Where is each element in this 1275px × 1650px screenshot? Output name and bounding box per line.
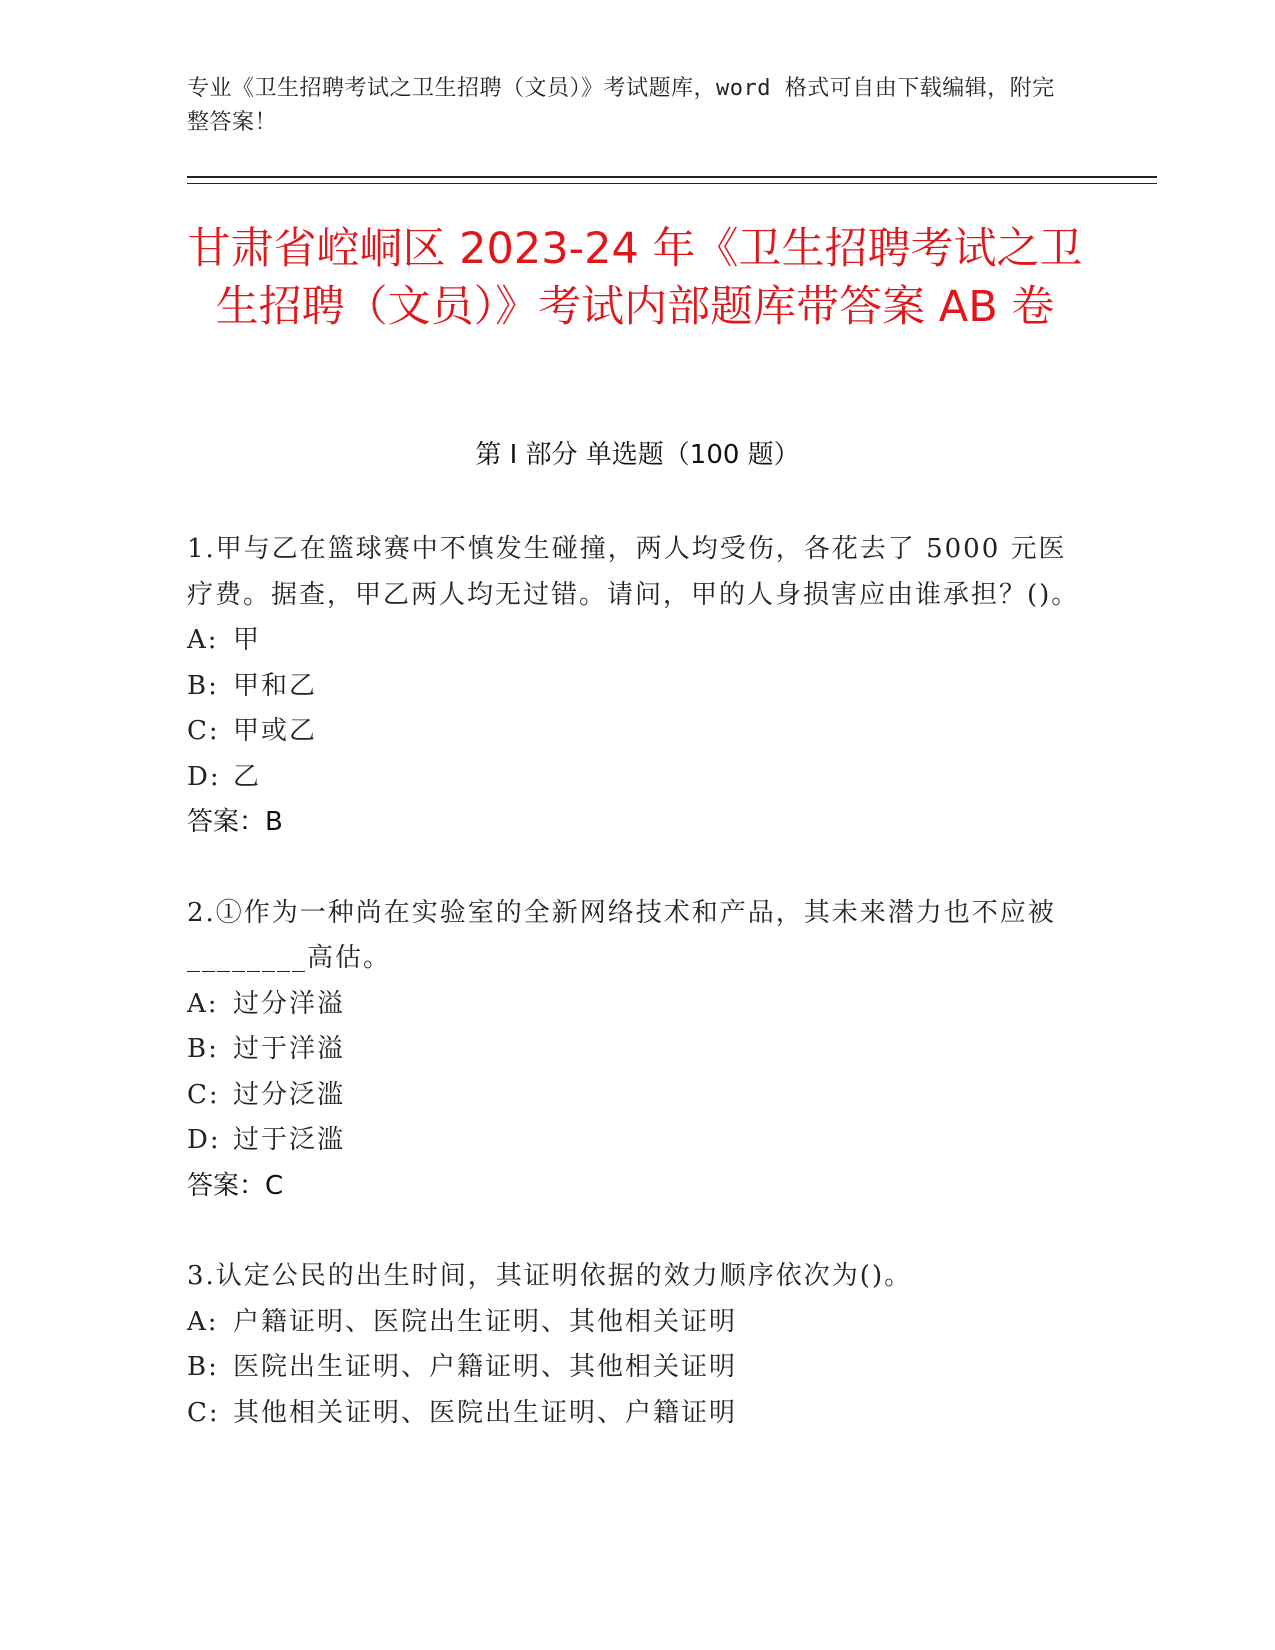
question-stem: 1.甲与乙在篮球赛中不慎发生碰撞，两人均受伤，各花去了 5000 元医疗费。据查，甲乙两人均无过错。请问，甲的人身损害应由谁承担？()。 <box>187 534 1080 610</box>
option-text: 甲或乙 <box>233 716 318 746</box>
option-d <box>187 755 1087 801</box>
section-title: 第 I 部分 单选题（100 题） <box>475 440 800 470</box>
question-3 <box>187 1254 1087 1436</box>
answer <box>187 800 1087 846</box>
option-a <box>187 1300 1087 1346</box>
option-b <box>187 1027 1087 1073</box>
option-b <box>187 1345 1087 1391</box>
option-text: 其他相关证明、医院出生证明、户籍证明 <box>233 1397 738 1428</box>
document-title: 甘肃省崆峒区 2023-24 年《卫生招聘考试之卫生招聘（文员）》考试内部题库带答案 AB 卷 <box>187 224 1083 332</box>
question-stem: 3.认定公民的出生时间，其证明依据的效力顺序依次为()。 <box>187 1261 913 1291</box>
option-letter: B: <box>187 1352 219 1382</box>
header-divider-thin <box>187 183 1157 184</box>
answer-value: C <box>265 1170 284 1201</box>
answer-label: 答案： <box>187 1170 266 1201</box>
option-letter: D: <box>187 1125 221 1155</box>
option-text: 医院出生证明、户籍证明、其他相关证明 <box>233 1352 738 1382</box>
option-a <box>187 982 1087 1028</box>
option-letter: D: <box>187 761 221 792</box>
header-note: 专业《卫生招聘考试之卫生招聘（文员）》考试题库，word 格式可自由下载编辑，附完整答案！ <box>187 76 1055 135</box>
option-text: 甲 <box>233 625 262 655</box>
option-c <box>187 709 1087 755</box>
option-letter: A: <box>187 988 219 1019</box>
option-text: 甲和乙 <box>233 670 318 701</box>
option-text: 过于洋溢 <box>233 1034 346 1064</box>
option-letter: A: <box>187 1306 219 1337</box>
option-text: 过分洋溢 <box>233 988 346 1019</box>
option-letter: C: <box>187 1397 220 1428</box>
option-b <box>187 664 1087 710</box>
option-c <box>187 1391 1087 1437</box>
question-1 <box>187 527 1087 846</box>
question-stem: 2.①作为一种尚在实验室的全新网络技术和产品，其未来潜力也不应被________高估。 <box>187 897 1056 973</box>
option-text: 户籍证明、医院出生证明、其他相关证明 <box>233 1306 738 1337</box>
option-letter: C: <box>187 716 220 746</box>
option-letter: B: <box>187 1034 219 1064</box>
question-2 <box>187 891 1087 1210</box>
option-text: 过分泛滥 <box>233 1079 346 1110</box>
answer-label: 答案： <box>187 807 266 837</box>
answer-value: B <box>265 807 283 837</box>
option-a <box>187 618 1087 664</box>
option-letter: C: <box>187 1079 220 1110</box>
answer <box>187 1164 1087 1210</box>
option-c <box>187 1073 1087 1119</box>
question-list <box>187 527 1087 1481</box>
option-text: 乙 <box>233 761 262 792</box>
header-divider <box>187 176 1157 178</box>
option-letter: A: <box>187 625 219 655</box>
option-letter: B: <box>187 670 219 701</box>
option-d <box>187 1118 1087 1164</box>
option-text: 过于泛滥 <box>233 1125 346 1155</box>
